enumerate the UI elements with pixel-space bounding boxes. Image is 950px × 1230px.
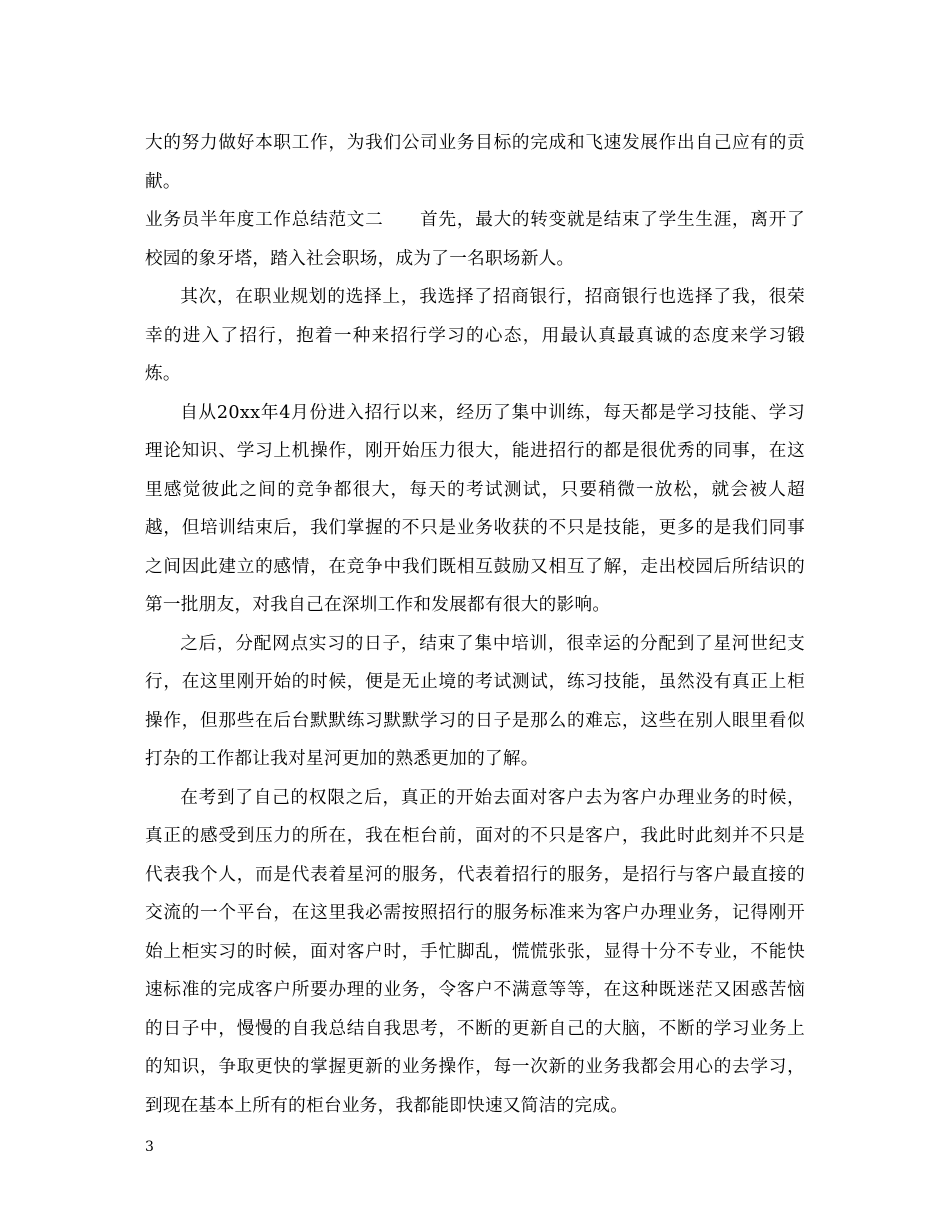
paragraph-career-choice: 其次，在职业规划的选择上，我选择了招商银行，招商银行也选择了我，很荣幸的进入了招行，抱着一种来招行学习的心态，用最认真最真诚的态度来学习锻炼。 — [145, 287, 805, 384]
paragraph-continuation: 大的努力做好本职工作，为我们公司业务目标的完成和飞速发展作出自己应有的贡献。 — [145, 133, 805, 192]
paragraph-counter-work: 在考到了自己的权限之后，真正的开始去面对客户去为客户办理业务的时候，真正的感受到压力的所在，我在柜台前，面对的不只是客户，我此时此刻并不只是代表我个人，而是代表着星河的服务，代表着招行的服务，是招行与客户最直接的交流的一个平台，在这里我必需按照招行的服务标准来为客户办理业务，记得刚开始上柜实习的时候，面对客户时，手忙脚乱，慌慌张张，显得十分不专业，不能快速标准的完成客户所要办理的业务，令客户不满意等等，在这种既迷茫又困惑苦恼的日子中，慢慢的自我总结自我思考，不断的更新自己的大脑，不断的学习业务上的知识，争取更快的掌握更新的业务操作，每一次新的业务我都会用心的去学习，到现在基本上所有的柜台业务，我都能即快速又简洁的完成。 — [145, 787, 805, 1116]
body-text — [145, 124, 805, 1125]
page-number: 3 — [145, 1139, 154, 1155]
paragraph-internship: 之后，分配网点实习的日子，结束了集中培训，很幸运的分配到了星河世纪支行，在这里刚开始的时候，便是无止境的考试测试，练习技能，虽然没有真正上柜操作，但那些在后台默默练习默默学习的日子是那么的难忘，这些在别人眼里看似打杂的工作都让我对星河更加的熟悉更加的了解。 — [145, 633, 805, 769]
paragraph-training: 自从20xx年4月份进入招行以来，经历了集中训练，每天都是学习技能、学习理论知识、学习上机操作，刚开始压力很大，能进招行的都是很优秀的同事，在这里感觉彼此之间的竞争都很大，每天的考试测试，只要稍微一放松，就会被人超越，但培训结束后，我们掌握的不只是业务收获的不只是技能，更多的是我们同事之间因此建立的感情，在竞争中我们既相互鼓励又相互了解，走出校园后所结识的第一批朋友，对我自己在深圳工作和发展都有很大的影响。 — [145, 402, 805, 615]
paragraph-section-heading: 业务员半年度工作总结范文二 首先，最大的转变就是结束了学生生涯，离开了校园的象牙塔，踏入社会职场，成为了一名职场新人。 — [145, 210, 805, 269]
